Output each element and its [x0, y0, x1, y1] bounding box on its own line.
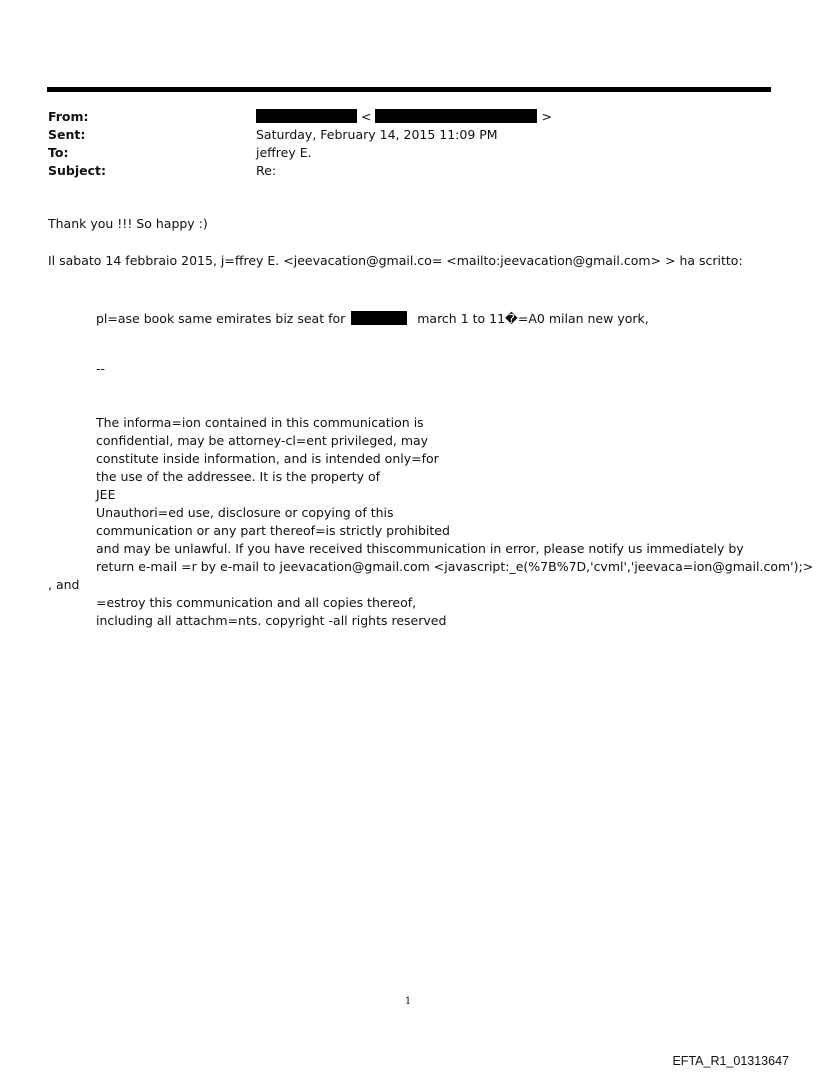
subject-label: Subject:: [48, 163, 106, 178]
disclaimer-line: JEE: [96, 487, 116, 502]
quote-header: Il sabato 14 febbraio 2015, j=ffrey E. <jeevacation@gmail.co= <mailto:jeevacation@gmail.com> > ha scritto:: [48, 253, 743, 268]
redaction-box: [351, 311, 407, 325]
request-after: march 1 to 11�=A0 milan new york,: [417, 311, 649, 326]
document-id: EFTA_R1_01313647: [672, 1054, 789, 1068]
disclaimer-line: The informa=ion contained in this communication is: [96, 415, 424, 430]
disclaimer-line: and may be unlawful. If you have received thiscommunication in error, please notify us immediately by: [96, 541, 744, 556]
disclaimer-line: constitute inside information, and is intended only=for: [96, 451, 439, 466]
disclaimer-line: =estroy this communication and all copies thereof,: [96, 595, 417, 610]
sent-value: Saturday, February 14, 2015 11:09 PM: [256, 127, 498, 142]
subject-value: Re:: [256, 163, 277, 178]
request-before: pl=ase book same emirates biz seat for: [96, 311, 346, 326]
request-line: [96, 310, 649, 328]
to-label: To:: [48, 145, 69, 160]
header-rule: [47, 87, 771, 92]
from-value: [256, 108, 552, 126]
disclaimer-line: including all attachm=nts. copyright -all rights reserved: [96, 613, 447, 628]
redaction-box: [375, 109, 537, 123]
disclaimer-line: communication or any part thereof=is strictly prohibited: [96, 523, 450, 538]
disclaimer-line: Unauthori=ed use, disclosure or copying of this: [96, 505, 394, 520]
signature-separator: --: [96, 361, 106, 376]
from-label: From:: [48, 109, 89, 124]
to-value: jeffrey E.: [256, 145, 312, 160]
disclaimer-line: return e-mail =r by e-mail to jeevacation@gmail.com <javascript:_e(%7B%7D,'cvml','jeevaca=ion@gmail.com');>: [96, 559, 814, 574]
from-lt: <: [360, 109, 372, 124]
from-gt: >: [541, 109, 552, 124]
sent-label: Sent:: [48, 127, 86, 142]
page-number: 1: [404, 996, 412, 1007]
disclaimer-line: the use of the addressee. It is the property of: [96, 469, 381, 484]
redaction-box: [256, 109, 357, 123]
reply-text: Thank you !!! So happy :): [48, 216, 208, 231]
disclaimer-line: confidential, may be attorney-cl=ent privileged, may: [96, 433, 429, 448]
and-line: , and: [48, 577, 80, 592]
